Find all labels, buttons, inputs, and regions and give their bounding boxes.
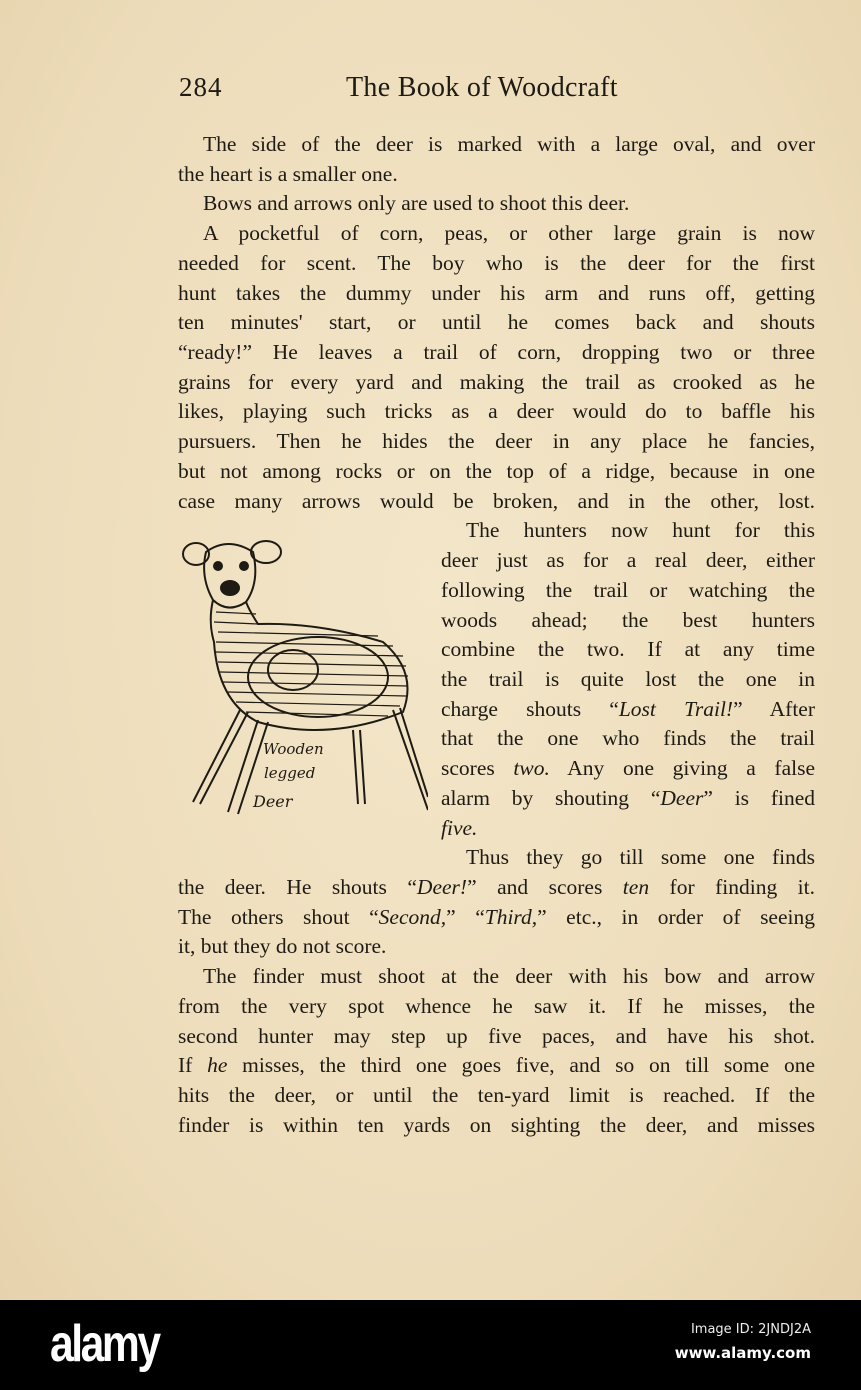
text-segment: likes, playing such tricks as a deer would do to baffle his [178, 399, 815, 424]
text-line [178, 992, 815, 1021]
text-segment: misses, the third one goes five, and so on till some one [227, 1053, 815, 1078]
text-line [203, 219, 815, 248]
text-line [203, 962, 815, 991]
text-line [203, 189, 815, 218]
caption-line: legged [264, 764, 316, 782]
text-segment: The side of the deer is marked with a large oval, and over [203, 132, 815, 156]
text-segment: the heart is a smaller one. [178, 161, 398, 186]
italic-text: Third, [484, 904, 538, 929]
text-line [441, 665, 815, 694]
text-line [441, 606, 815, 635]
running-title: The Book of Woodcraft [346, 72, 618, 103]
text-line [178, 308, 815, 337]
italic-text: Deer [660, 785, 704, 810]
deer-eye [214, 562, 222, 570]
deer-right-ear [251, 541, 281, 563]
deer-hatching [214, 612, 408, 716]
text-line [178, 397, 815, 426]
text-segment: scores [441, 756, 514, 781]
text-segment: the deer. He shouts “ [178, 875, 417, 899]
text-line [178, 487, 815, 516]
text-line [178, 249, 815, 278]
text-segment: case many arrows would be broken, and in the other, lost. [178, 488, 815, 513]
website-link[interactable]: www.alamy.com [674, 1344, 811, 1362]
deer-nose [221, 581, 239, 595]
text-segment: the trail is quite lost the one in [441, 666, 815, 691]
italic-text: five. [441, 815, 478, 840]
text-segment: Thus they go till some one finds [466, 845, 815, 870]
deer-eye [240, 562, 248, 570]
text-segment: finder is within ten yards on sighting the deer, and misses [178, 1112, 815, 1137]
text-segment: charge shouts “ [441, 696, 619, 721]
text-line [178, 1022, 815, 1051]
text-line [178, 873, 815, 902]
alamy-logo: alamy [50, 1315, 159, 1373]
text-segment: The hunters now hunt for this [466, 518, 815, 543]
italic-text: Deer! [416, 875, 468, 899]
text-segment: ” is fined [703, 785, 815, 810]
watermark-footer [0, 1300, 861, 1390]
text-segment: Any one giving a false [549, 756, 815, 781]
text-segment: for finding it. [649, 875, 815, 899]
text-segment: that the one who finds the trail [441, 726, 815, 751]
text-segment: If [178, 1053, 208, 1078]
text-segment: it, but they do not score. [178, 934, 387, 959]
italic-text: Lost Trail! [618, 696, 734, 721]
text-line [178, 279, 815, 308]
italic-text: ten [622, 875, 650, 899]
deer-illustration [178, 532, 428, 817]
text-segment: Bows and arrows only are used to shoot this deer. [203, 191, 630, 216]
text-segment: ” “ [446, 904, 485, 929]
text-line [466, 843, 815, 872]
text-segment: “ready!” He leaves a trail of corn, dropping two or three [178, 340, 815, 365]
text-line [203, 130, 815, 159]
text-segment: ” After [733, 696, 816, 721]
text-segment: woods ahead; the best hunters [441, 607, 815, 632]
text-line [178, 1051, 815, 1080]
caption-line: Wooden [263, 740, 324, 758]
text-segment: ten minutes' start, or until he comes back and shouts [178, 310, 815, 335]
italic-text: two. [513, 756, 550, 781]
text-line [178, 427, 815, 456]
text-segment: ” etc., in order of seeing [537, 904, 815, 929]
text-segment: pursuers. Then he hides the deer in any place he fancies, [178, 429, 815, 454]
deer-wooden-legs [193, 708, 428, 814]
text-line [441, 546, 815, 575]
text-segment: hits the deer, or until the ten-yard limit is reached. If the [178, 1083, 815, 1108]
text-segment: The others shout “ [178, 904, 379, 929]
text-line [441, 724, 815, 753]
text-line [178, 1111, 815, 1140]
text-line [178, 338, 815, 367]
text-segment: deer just as for a real deer, either [441, 548, 815, 573]
text-segment: ” and scores [467, 875, 623, 899]
text-line [441, 635, 815, 664]
text-line [178, 903, 815, 932]
text-segment: from the very spot whence he saw it. If he misses, the [178, 993, 815, 1018]
text-segment: hunt takes the dummy under his arm and runs off, getting [178, 280, 815, 305]
text-segment: but not among rocks or on the top of a ridge, because in one [178, 458, 815, 483]
text-line [466, 516, 815, 545]
text-line [178, 368, 815, 397]
text-segment: The finder must shoot at the deer with his bow and arrow [203, 964, 815, 989]
text-line [178, 932, 815, 961]
text-segment: A pocketful of corn, peas, or other large grain is now [203, 221, 815, 246]
text-segment: needed for scent. The boy who is the deer for the first [178, 250, 815, 275]
text-line [441, 576, 815, 605]
text-line [178, 457, 815, 486]
text-segment: alarm by shouting “ [441, 785, 661, 810]
text-segment: following the trail or watching the [441, 577, 815, 602]
caption-line: Deer [253, 792, 293, 811]
italic-text: Second, [378, 904, 447, 929]
italic-text: he [207, 1053, 228, 1078]
text-line [441, 695, 815, 724]
text-segment: grains for every yard and making the trail as crooked as he [178, 369, 815, 394]
deer-head [204, 544, 255, 608]
text-line [178, 1081, 815, 1110]
text-line [178, 160, 815, 189]
text-segment: combine the two. If at any time [441, 637, 815, 662]
text-line [441, 754, 815, 783]
page-number: 284 [179, 72, 223, 102]
text-line [441, 784, 815, 813]
text-line [441, 814, 815, 843]
image-id: Image ID: 2JNDJ2A [690, 1322, 811, 1337]
text-segment: second hunter may step up five paces, and have his shot. [178, 1023, 815, 1048]
